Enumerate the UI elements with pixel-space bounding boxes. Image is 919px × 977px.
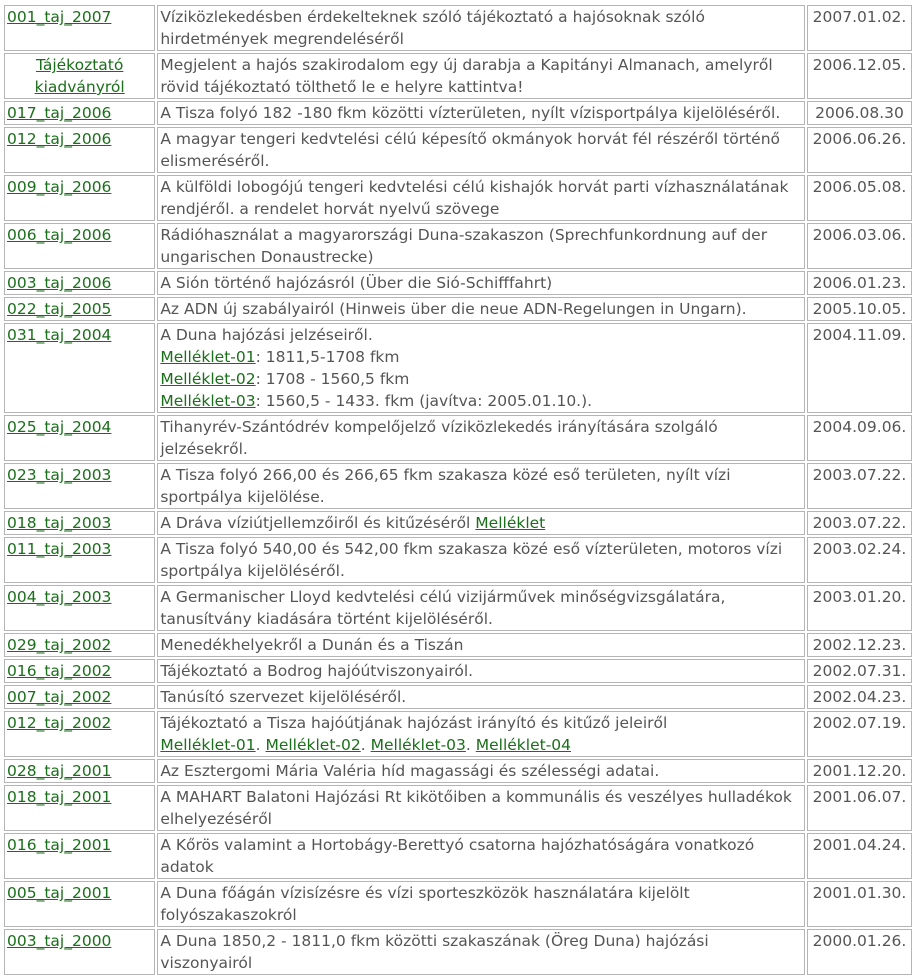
notice-description-cell	[157, 175, 805, 221]
notice-link[interactable]: 004_taj_2003	[7, 588, 112, 606]
notice-id-cell	[4, 881, 155, 927]
notice-description-cell	[157, 711, 805, 757]
table-row	[4, 511, 912, 535]
notice-date: 2002.12.23.	[807, 633, 912, 657]
attachment-link[interactable]: Melléklet	[475, 514, 546, 532]
table-row	[4, 53, 912, 99]
attachment-line	[160, 368, 802, 390]
notice-link[interactable]: 007_taj_2002	[7, 688, 112, 706]
notice-id-cell	[4, 415, 155, 461]
notice-date: 2006.06.26.	[807, 127, 912, 173]
table-row	[4, 271, 912, 295]
notice-description-cell	[157, 511, 805, 535]
notice-date: 2000.01.26.	[807, 929, 912, 975]
notice-date: 2005.10.05.	[807, 297, 912, 321]
notice-link[interactable]: 025_taj_2004	[7, 418, 112, 436]
table-row	[4, 323, 912, 413]
notice-date: 2004.09.06.	[807, 415, 912, 461]
notice-description-cell	[157, 297, 805, 321]
notice-description-cell	[157, 833, 805, 879]
notice-description: A Duna főágán vízisízésre és vízi sporteszközök használatára kijelölt folyószakaszokról	[160, 884, 690, 924]
notice-description: A Tisza folyó 182 -180 fkm közötti vízterületen, nyílt vízisportpálya kijelöléséről.	[160, 104, 781, 122]
notice-date: 2001.01.30.	[807, 881, 912, 927]
notice-id-cell	[4, 53, 155, 99]
notice-description: A Tisza folyó 540,00 és 542,00 fkm szakasza közé eső vízterületen, motoros vízi sportpálya kijelöléséről.	[160, 540, 783, 580]
notice-description: A magyar tengeri kedvtelési célú képesítő okmányok horvát fél részéről történő elismeréséről.	[160, 130, 781, 170]
notice-link[interactable]: 023_taj_2003	[7, 466, 112, 484]
notice-id-cell	[4, 929, 155, 975]
notice-link[interactable]: 001_taj_2007	[7, 8, 112, 26]
attachment-range: : 1811,5-1708 fkm	[255, 348, 400, 366]
notice-date: 2003.02.24.	[807, 537, 912, 583]
notice-link[interactable]: 012_taj_2002	[7, 714, 112, 732]
notice-description-cell	[157, 929, 805, 975]
notice-description: Az ADN új szabályairól (Hinweis über die neue ADN-Regelungen in Ungarn).	[160, 300, 747, 318]
notice-link[interactable]: 003_taj_2000	[7, 932, 112, 950]
notice-description-cell	[157, 53, 805, 99]
table-row	[4, 711, 912, 757]
table-row	[4, 881, 912, 927]
notice-description: Víziközlekedésben érdekelteknek szóló tájékoztató a hajósoknak szóló hirdetmények megrendeléséről	[160, 8, 705, 48]
notice-date: 2001.12.20.	[807, 759, 912, 783]
notice-id-cell	[4, 271, 155, 295]
notice-link[interactable]: 011_taj_2003	[7, 540, 112, 558]
notice-link[interactable]: 009_taj_2006	[7, 178, 112, 196]
notice-id-cell	[4, 659, 155, 683]
notice-id-cell	[4, 101, 155, 125]
attachment-range: : 1560,5 - 1433. fkm (javítva: 2005.01.10.).	[255, 392, 593, 410]
notice-description: A Tisza folyó 266,00 és 266,65 fkm szakasza közé eső területen, nyílt vízi sportpálya kijelölése.	[160, 466, 731, 506]
attachment-links-line	[160, 734, 802, 756]
notice-description: Tájékoztató a Bodrog hajóútviszonyairól.	[160, 662, 474, 680]
notice-id-cell	[4, 127, 155, 173]
notice-date: 2006.05.08.	[807, 175, 912, 221]
table-row	[4, 685, 912, 709]
notice-link[interactable]: 022_taj_2005	[7, 300, 112, 318]
notice-date: 2001.06.07.	[807, 785, 912, 831]
notice-link[interactable]: 031_taj_2004	[7, 326, 112, 344]
notice-date: 2006.03.06.	[807, 223, 912, 269]
table-row	[4, 415, 912, 461]
notice-description: Tájékoztató a Tisza hajóútjának hajózást irányító és kitűző jeleiről	[160, 714, 668, 732]
table-row	[4, 785, 912, 831]
attachment-link[interactable]: Melléklet-03	[160, 392, 256, 410]
notice-description: A Duna 1850,2 - 1811,0 fkm közötti szakaszának (Öreg Duna) hajózási viszonyairól	[160, 932, 709, 972]
notice-link[interactable]: Tájékoztató kiadványról	[34, 56, 125, 96]
notice-link[interactable]: 016_taj_2002	[7, 662, 112, 680]
notice-id-cell	[4, 463, 155, 509]
notice-description-cell	[157, 659, 805, 683]
notice-date: 2003.07.22.	[807, 511, 912, 535]
table-row	[4, 929, 912, 975]
table-row	[4, 759, 912, 783]
notice-description: A Germanischer Lloyd kedvtelési célú vizijárművek minőségvizsgálatára, tanusítvány kiadására történt kijelöléséről.	[160, 588, 726, 628]
attachment-link[interactable]: Melléklet-01	[160, 736, 256, 754]
notice-description-cell	[157, 223, 805, 269]
notice-description-cell	[157, 271, 805, 295]
notices-table	[2, 3, 914, 977]
notice-description: A külföldi lobogójú tengeri kedvtelési célú kishajók horvát parti vízhasználatának rendjéről. a rendelet horvát nyelvű szövege	[160, 178, 789, 218]
notice-date: 2003.01.20.	[807, 585, 912, 631]
notice-description-cell	[157, 785, 805, 831]
notice-link[interactable]: 003_taj_2006	[7, 274, 112, 292]
notice-id-cell	[4, 511, 155, 535]
table-row	[4, 297, 912, 321]
table-row	[4, 175, 912, 221]
attachment-line	[160, 346, 802, 368]
notice-date: 2003.07.22.	[807, 463, 912, 509]
table-row	[4, 127, 912, 173]
notice-description-cell	[157, 633, 805, 657]
notice-description-cell	[157, 415, 805, 461]
notice-id-cell	[4, 585, 155, 631]
notice-description-cell	[157, 585, 805, 631]
notice-description: A Dráva víziútjellemzőiről és kitűzéséről	[160, 514, 476, 532]
notice-link[interactable]: 028_taj_2001	[7, 762, 112, 780]
notice-date: 2001.04.24.	[807, 833, 912, 879]
notice-link[interactable]: 029_taj_2002	[7, 636, 112, 654]
notice-date: 2007.01.02.	[807, 5, 912, 51]
table-row	[4, 101, 912, 125]
notice-description: Rádióhasználat a magyarországi Duna-szakaszon (Sprechfunkordnung auf der ungarischen Donaustrecke)	[160, 226, 768, 266]
notice-id-cell	[4, 833, 155, 879]
link-separator: .	[255, 736, 266, 754]
notice-date: 2004.11.09.	[807, 323, 912, 413]
table-row	[4, 463, 912, 509]
notice-id-cell	[4, 323, 155, 413]
notice-date: 2006.12.05.	[807, 53, 912, 99]
notice-description: Menedékhelyekről a Dunán és a Tiszán	[160, 636, 464, 654]
notice-description-cell	[157, 101, 805, 125]
notice-id-cell	[4, 175, 155, 221]
table-row	[4, 537, 912, 583]
attachment-link[interactable]: Melléklet-02	[160, 370, 256, 388]
attachment-link[interactable]: Melléklet-03	[370, 736, 466, 754]
attachment-link[interactable]: Melléklet-01	[160, 348, 256, 366]
table-row	[4, 585, 912, 631]
attachment-range: : 1708 - 1560,5 fkm	[255, 370, 410, 388]
notice-description: A MAHART Balatoni Hajózási Rt kikötőiben a kommunális és veszélyes hulladékok elhelyezéséről	[160, 788, 792, 828]
table-row	[4, 833, 912, 879]
notice-link[interactable]: 018_taj_2001	[7, 788, 112, 806]
notice-description-cell	[157, 881, 805, 927]
notice-date: 2006.01.23.	[807, 271, 912, 295]
notices-table-body	[4, 5, 912, 975]
notice-description-cell	[157, 537, 805, 583]
notice-description-cell	[157, 759, 805, 783]
table-row	[4, 659, 912, 683]
notice-id-cell	[4, 759, 155, 783]
link-separator: .	[465, 736, 476, 754]
notice-description: Tanúsító szervezet kijelöléséről.	[160, 688, 407, 706]
notice-id-cell	[4, 785, 155, 831]
notice-link[interactable]: 017_taj_2006	[7, 104, 112, 122]
notice-description-cell	[157, 323, 805, 413]
notice-id-cell	[4, 5, 155, 51]
notice-link[interactable]: 005_taj_2001	[7, 884, 112, 902]
notice-id-cell	[4, 537, 155, 583]
notice-link[interactable]: 016_taj_2001	[7, 836, 112, 854]
notice-description-cell	[157, 5, 805, 51]
notice-link[interactable]: 018_taj_2003	[7, 514, 112, 532]
notice-description-cell	[157, 127, 805, 173]
table-row	[4, 633, 912, 657]
notice-id-cell	[4, 633, 155, 657]
notice-date: 2006.08.30	[807, 101, 912, 125]
attachment-link[interactable]: Melléklet-04	[475, 736, 572, 754]
notice-description-cell	[157, 685, 805, 709]
notice-id-cell	[4, 711, 155, 757]
notice-link[interactable]: 012_taj_2006	[7, 130, 112, 148]
attachment-line	[160, 390, 802, 412]
notice-date: 2002.07.31.	[807, 659, 912, 683]
link-separator: .	[360, 736, 371, 754]
notice-id-cell	[4, 297, 155, 321]
notice-description-cell	[157, 463, 805, 509]
notice-description: Tihanyrév-Szántódrév kompelőjelző víziközlekedés irányítására szolgáló jelzésekről.	[160, 418, 718, 458]
notice-description: A Duna hajózási jelzéseiről.	[160, 326, 373, 344]
notice-date: 2002.04.23.	[807, 685, 912, 709]
notice-description: Az Esztergomi Mária Valéria híd magassági és szélességi adatai.	[160, 762, 660, 780]
notice-link[interactable]: 006_taj_2006	[7, 226, 112, 244]
notice-description: A Kőrös valamint a Hortobágy-Berettyó csatorna hajózhatóságára vonatkozó adatok	[160, 836, 755, 876]
attachment-link[interactable]: Melléklet-02	[265, 736, 361, 754]
notice-description: A Sión történő hajózásról (Über die Sió-Schifffahrt)	[160, 274, 553, 292]
notice-id-cell	[4, 223, 155, 269]
table-row	[4, 223, 912, 269]
notice-description: Megjelent a hajós szakirodalom egy új darabja a Kapitányi Almanach, amelyről rövid tájékoztató tölthető le e helyre kattintva!	[160, 56, 773, 96]
table-row	[4, 5, 912, 51]
notice-id-cell	[4, 685, 155, 709]
notice-date: 2002.07.19.	[807, 711, 912, 757]
